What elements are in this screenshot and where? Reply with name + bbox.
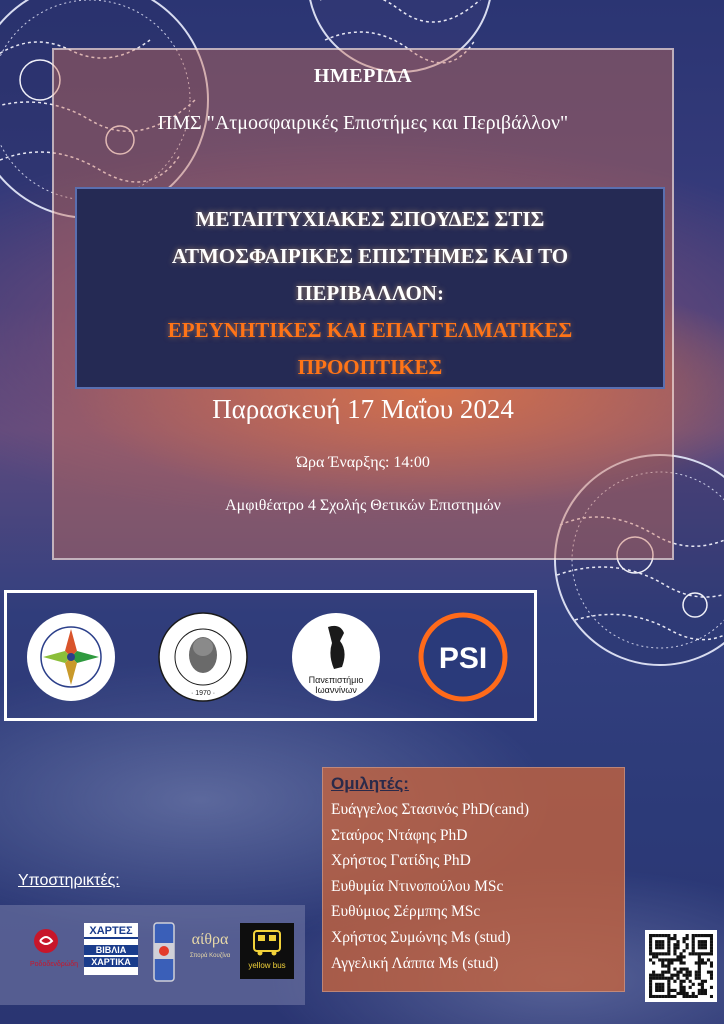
university-name-line: Ιωαννίνων	[315, 685, 357, 695]
venue: Αμφιθέατρο 4 Σχολής Θετικών Επιστημών	[225, 497, 501, 514]
sponsor-energy-drink-can-icon	[146, 919, 182, 985]
speaker-name: Ευθύμιος Σέρμπης MSc	[331, 903, 481, 921]
sponsor-xartes-logo-icon	[84, 923, 138, 975]
seal-year: · 1970 ·	[190, 690, 216, 697]
speaker-name: Σταύρος Ντάφης PhD	[331, 826, 468, 844]
event-title-box	[75, 187, 665, 389]
sponsor-name: ΧΑΡΤΙΚΑ	[84, 957, 138, 967]
psi-logo-text: PSI	[438, 642, 488, 675]
speaker-name: Χρήστος Γατίδης PhD	[331, 852, 471, 870]
sponsor-name: ΒΙΒΛΙΑ	[84, 945, 138, 955]
event-title-line: ΑΤΜΟΣΦΑΙΡΙΚΕΣ ΕΠΙΣΤΗΜΕΣ ΚΑΙ ΤΟ	[171, 244, 569, 268]
organizer-logos-panel	[4, 590, 537, 721]
university-of-ioannina-logo-icon	[290, 611, 382, 703]
qr-code-icon	[645, 930, 717, 1002]
event-info-panel	[52, 48, 674, 560]
event-subtitle-line: ΠΡΟΟΠΤΙΚΕΣ	[297, 355, 443, 379]
speakers-heading: Ομιλητές:	[331, 774, 409, 793]
psi-logo-icon	[417, 611, 509, 703]
event-date: Παρασκευή 17 Μαΐου 2024	[212, 394, 514, 424]
speaker-name: Χρήστος Συμώνης Ms (stud)	[331, 928, 511, 946]
meteorology-lab-logo-icon	[25, 611, 117, 703]
event-title-line: ΠΕΡΙΒΑΛΛΟΝ:	[296, 281, 444, 305]
sponsor-name: αίθρα	[191, 931, 229, 948]
sponsor-name: Ροδοδενδρώδη	[29, 961, 78, 968]
speakers-panel	[322, 767, 625, 992]
event-subtitle-line: ΕΡΕΥΝΗΤΙΚΕΣ ΚΑΙ ΕΠΑΓΓΕΛΜΑΤΙΚΕΣ	[167, 318, 573, 342]
physics-department-seal-icon	[157, 611, 249, 703]
sponsors-panel	[0, 905, 305, 1005]
sponsor-red-rose-logo-icon	[24, 925, 84, 975]
speaker-name: Ευάγγελος Στασινός PhD(cand)	[331, 801, 530, 818]
sponsors-heading: Υποστηρικτές:	[18, 872, 120, 889]
university-name-line: Πανεπιστήμιο	[308, 675, 364, 685]
speaker-name: Ευθυμία Ντινοπούλου MSc	[331, 877, 504, 895]
sponsor-yellow-bus-logo-icon	[240, 923, 294, 979]
program-name: ΠΜΣ "Ατμοσφαιρικές Επιστήμες και Περιβάλλον"	[157, 112, 569, 134]
sponsor-aithra-logo-icon	[182, 923, 238, 973]
start-time: Ώρα Έναρξης: 14:00	[296, 454, 430, 471]
sponsor-name: ΧΑΡΤΕΣ	[84, 925, 138, 939]
event-title-line: ΜΕΤΑΠΤΥΧΙΑΚΕΣ ΣΠΟΥΔΕΣ ΣΤΙΣ	[195, 207, 545, 231]
sponsor-name: yellow bus	[248, 961, 286, 970]
sponsor-name: Σπορά Κουζίνα	[189, 953, 231, 959]
speaker-name: Αγγελική Λάππα Ms (stud)	[331, 954, 499, 972]
event-type-heading: ΗΜΕΡΙΔΑ	[313, 65, 413, 87]
